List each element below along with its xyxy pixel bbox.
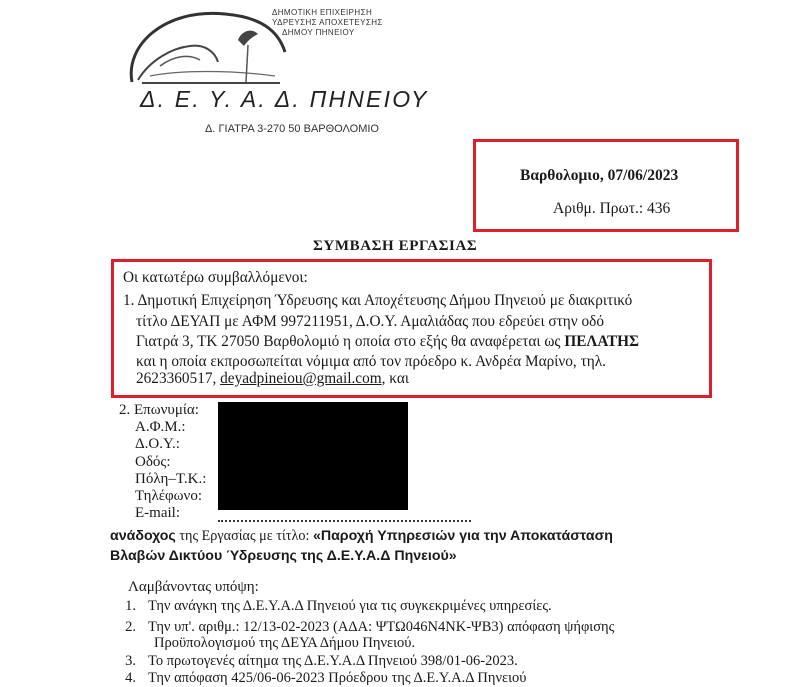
party2-afm-label: Α.Φ.Μ.:	[135, 419, 186, 435]
party1-line-3	[136, 333, 639, 351]
party1-email-link[interactable]: deyadpineiou@gmail.com	[220, 370, 382, 387]
contract-title-part-2: Βλαβών Δικτύου Ύδρευσης της Δ.Ε.Υ.Α.Δ Πηνειού»	[110, 548, 457, 564]
party1-line-5	[136, 370, 409, 388]
item-number: 3.	[125, 653, 136, 669]
considering-item-2	[116, 619, 614, 636]
org-address: Δ. ΓΙΑΤΡΑ 3-270 50 ΒΑΡΘΟΛΟΜΙΟ	[205, 123, 379, 135]
contract-title-part-1: «Παροχή Υπηρεσιών για την Αποκατάσταση	[312, 528, 613, 544]
party1-line-end: , και	[381, 370, 409, 387]
item-number: 4.	[125, 670, 136, 686]
party2-phone-label: Τηλέφωνο:	[135, 488, 203, 504]
party2-street-label: Οδός:	[135, 454, 171, 470]
org-small-line-1: ΔΗΜΟΤΙΚΗ ΕΠΙΧΕΙΡΗΣΗ	[272, 8, 373, 17]
contract-mid: της Εργασίας με τίτλο:	[175, 528, 313, 544]
party1-line-2: τίτλο ΔΕΥΑΠ με ΑΦΜ 997211951, Δ.Ο.Υ. Αμαλιάδας που εδρεύει στην οδό	[136, 313, 605, 330]
party1-line-4: και η οποία εκπροσωπείται νόμιμα από τον πρόεδρο κ. Ανδρέα Μαρίνο, τηλ.	[136, 353, 606, 370]
item-number: 2.	[125, 619, 136, 635]
document-date: Βαρθολομιο, 07/06/2023	[520, 167, 679, 184]
considering-item-3	[116, 653, 518, 670]
item-text: Το πρωτογενές αίτημα της Δ.Ε.Υ.Α.Δ Πηνειού 398/01-06-2023.	[148, 653, 518, 669]
org-small-line-3: ΔΗΜΟΥ ΠΗΝΕΙΟΥ	[282, 28, 355, 37]
parties-intro: Οι κατωτέρω συμβαλλόμενοι:	[123, 269, 308, 286]
item-text: Την υπ'. αριθμ.: 12/13-02-2023 (ΑΔΑ: ΨΤΩ046Ν4ΝΚ-ΨΒ3) απόφαση ψήφισης	[148, 619, 615, 635]
party2-doy-label: Δ.Ο.Υ.:	[135, 436, 180, 452]
considering-item-1	[116, 598, 552, 615]
considering-item-2-line-2: Προϋπολογισμού της ΔΕΥΑ Δήμου Πηνειού.	[154, 635, 416, 651]
org-name: Δ. Ε. Υ. Α. Δ. ΠΗΝΕΙΟΥ	[140, 86, 429, 112]
party1-line-3-text: Γιατρά 3, ΤΚ 27050 Βαρθολομιό η οποία στο εξής θα αναφέρεται ως	[136, 333, 565, 350]
org-small-line-2: ΥΔΡΕΥΣΗΣ ΑΠΟΧΕΤΕΥΣΗΣ	[272, 18, 383, 27]
client-label: ΠΕΛΑΤΗΣ	[564, 333, 640, 350]
party1-phone: 2623360517,	[136, 370, 221, 387]
item-number: 1.	[125, 598, 136, 614]
party2-city-label: Πόλη–Τ.Κ.:	[135, 471, 207, 487]
contractor-word: ανάδοχος	[110, 528, 176, 544]
party2-email-label: E-mail:	[135, 505, 180, 521]
party2-name-label: 2. Επωνυμία:	[119, 402, 199, 418]
item-text: Την απόφαση 425/06-06-2023 Πρόεδρου της Δ.Ε.Υ.Α.Δ Πηνειού	[148, 670, 527, 686]
item-text: Την ανάγκη της Δ.Ε.Υ.Α.Δ Πηνειού για τις συγκεκριμένες υπηρεσίες.	[148, 598, 552, 614]
document-title: ΣΥΜΒΑΣΗ ΕΡΓΑΣΙΑΣ	[313, 238, 478, 254]
date-protocol-highlight	[473, 139, 739, 232]
contract-line-1	[110, 528, 613, 545]
redacted-block	[218, 402, 408, 510]
protocol-number: Αριθμ. Πρωτ.: 436	[553, 200, 671, 217]
dotted-fill-line	[218, 510, 471, 522]
party1-line-1: 1. Δημοτική Επιχείρηση Ύδρευσης και Αποχέτευσης Δήμου Πηνειού με διακριτικό	[123, 292, 633, 309]
considering-heading: Λαμβάνοντας υπόψη:	[128, 579, 259, 595]
